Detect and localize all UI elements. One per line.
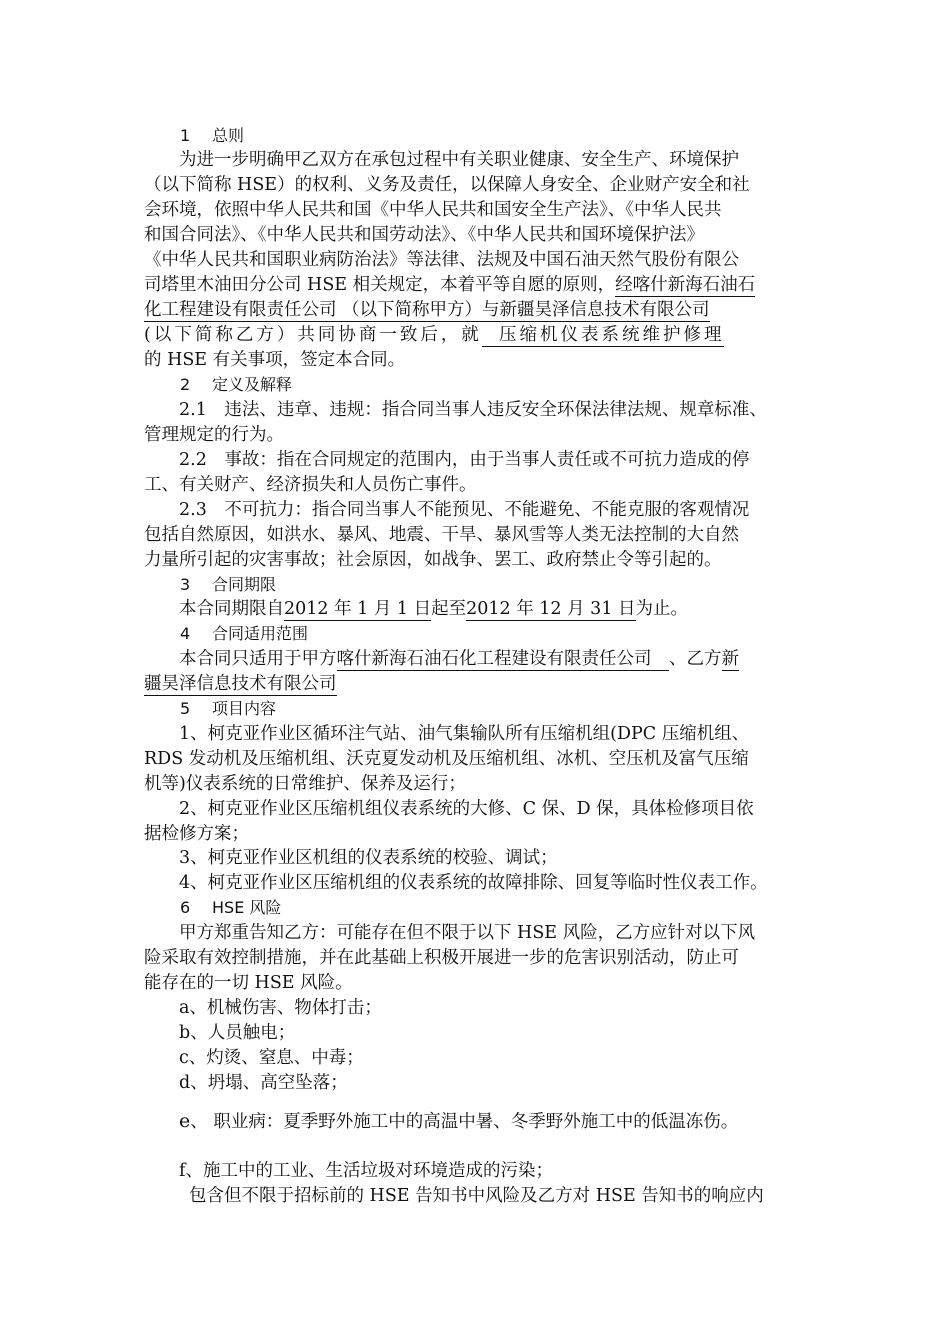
- paragraph-line: 2.3 不可抗力：指合同当事人不能预见、不能避免、不能克服的客观情况: [179, 500, 750, 520]
- party-names-underlined: 化工程建设有限责任公司 （以下简称甲方）与新疆昊泽信息技术有限公司: [144, 300, 710, 320]
- paragraph-line: 甲方郑重告知乙方：可能存在但不限于以下 HSE 风险，乙方应针对以下风: [179, 923, 756, 943]
- paragraph-line: 能存在的一切 HSE 风险。: [144, 973, 353, 993]
- risk-item: b、人员触电；: [179, 1023, 296, 1043]
- paragraph-line: 机等)仪表系统的日常维护、保养及运行；: [144, 774, 466, 794]
- section-title: 合同期限: [212, 575, 277, 594]
- section-title: 定义及解释: [212, 375, 293, 394]
- paragraph-line: 2、柯克亚作业区压缩机组仪表系统的大修、C 保、D 保，具体检修项目依: [179, 799, 754, 819]
- paragraph-line: 据检修方案；: [144, 824, 249, 844]
- paragraph-line: RDS 发动机及压缩机组、沃克夏发动机及压缩机组、冰机、空压机及富气压缩: [144, 749, 749, 769]
- paragraph-line: 险采取有效控制措施，并在此基础上积极开展进一步的危害识别活动，防止可: [144, 948, 739, 968]
- text-run: 司塔里木油田分公司 HSE 相关规定，本着平等自愿的原则，: [144, 275, 616, 295]
- paragraph-line: （以下简称 HSE）的权利、义务及责任，以保障人身安全、企业财产安全和社: [144, 175, 750, 195]
- text-run: 、乙方: [669, 649, 722, 669]
- paragraph-line: 和国合同法》、《中华人民共和国劳动法》、《中华人民共和国环境保护法》: [144, 225, 704, 245]
- section-title: HSE 风险: [212, 898, 282, 917]
- paragraph-line: 2.2 事故：指在合同规定的范围内，由于当事人责任或不可抗力造成的停: [179, 450, 750, 470]
- section-number: 5: [180, 699, 191, 718]
- paragraph-line: 《中华人民共和国职业病防治法》等法律、法规及中国石油天然气股份有限公: [144, 250, 739, 270]
- paragraph-line: 的 HSE 有关事项，签定本合同。: [144, 350, 406, 370]
- section-title: 总则: [212, 126, 245, 145]
- section-heading-6: [180, 896, 281, 920]
- text-run: (以下简称乙方）共同协商一致后，就: [144, 325, 482, 345]
- paragraph-line: 4、柯克亚作业区压缩机组的仪表系统的故障排除、回复等临时性仪表工作。: [179, 873, 768, 893]
- section-heading-2: [180, 373, 292, 397]
- section-number: 1: [180, 126, 191, 145]
- section-heading-3: [180, 573, 276, 597]
- section-title: 合同适用范围: [212, 624, 309, 643]
- text-run: 起至: [431, 599, 467, 619]
- paragraph-line: 2.1 违法、违章、违规：指合同当事人违反安全环保法律法规、规章标准、: [179, 400, 767, 420]
- item-marker: e: [179, 1110, 191, 1132]
- paragraph-line: 3、柯克亚作业区机组的仪表系统的校验、调试；: [179, 848, 558, 868]
- paragraph-line: [144, 298, 710, 322]
- section-number: 3: [180, 575, 191, 594]
- paragraph-line: 力量所引起的灾害事故；社会原因，如战争、罢工、政府禁止令等引起的。: [144, 550, 722, 570]
- section-title: 项目内容: [212, 699, 277, 718]
- risk-item: [179, 1109, 738, 1133]
- party-a-name: 喀什新海石油石化工程建设有限责任公司: [336, 649, 669, 669]
- section-number: 2: [180, 375, 191, 394]
- start-date: 2012 年 1 月 1 日: [284, 599, 432, 619]
- text-run: 本合同期限自: [179, 599, 284, 619]
- project-name-underlined: 压缩机仪表系统维护修理: [481, 325, 725, 345]
- paragraph-line: [179, 597, 688, 621]
- end-date: 2012 年 12 月 31 日: [466, 599, 636, 619]
- paragraph-line: [179, 647, 739, 671]
- paragraph-line: 1、柯克亚作业区循环注气站、油气集输队所有压缩机组(DPC 压缩机组、: [179, 724, 750, 744]
- risk-item: d、坍塌、高空坠落；: [179, 1073, 348, 1093]
- paragraph-line: 为进一步明确甲乙双方在承包过程中有关职业健康、安全生产、环境保护: [179, 150, 739, 170]
- section-number: 6: [180, 898, 191, 917]
- paragraph-line: [144, 273, 755, 297]
- section-heading-5: [180, 697, 276, 721]
- paragraph-line: [144, 672, 337, 696]
- party-b-name: 新: [721, 649, 739, 669]
- paragraph-line: 工、有关财产、经济损失和人员伤亡事件。: [144, 475, 477, 495]
- paragraph-line: [144, 323, 724, 347]
- paragraph-line: 包括自然原因，如洪水、暴风、地震、干旱、暴风雪等人类无法控制的大自然: [144, 525, 739, 545]
- paragraph-line: 会环境，依照中华人民共和国《中华人民共和国安全生产法》、《中华人民共: [144, 200, 722, 220]
- section-number: 4: [180, 624, 191, 643]
- text-run: 、 职业病：夏季野外施工中的高温中暑、冬季野外施工中的低温冻伤。: [190, 1112, 739, 1132]
- paragraph-line: 包含但不限于招标前的 HSE 告知书中风险及乙方对 HSE 告知书的响应内: [189, 1186, 764, 1206]
- risk-item: f、施工中的工业、生活垃圾对环境造成的污染；: [179, 1161, 553, 1181]
- paragraph-line: 管理规定的行为。: [144, 425, 284, 445]
- risk-item: c、灼烫、窒息、中毒；: [179, 1048, 364, 1068]
- party-a-name-underlined: 经喀什新海石油石: [615, 275, 756, 295]
- section-heading-1: [180, 124, 244, 148]
- risk-item: a、机械伤害、物体打击；: [179, 998, 382, 1018]
- party-b-name: 疆昊泽信息技术有限公司: [144, 674, 337, 694]
- text-run: 本合同只适用于甲方: [179, 649, 337, 669]
- text-run: 为止。: [635, 599, 689, 619]
- section-heading-4: [180, 622, 308, 646]
